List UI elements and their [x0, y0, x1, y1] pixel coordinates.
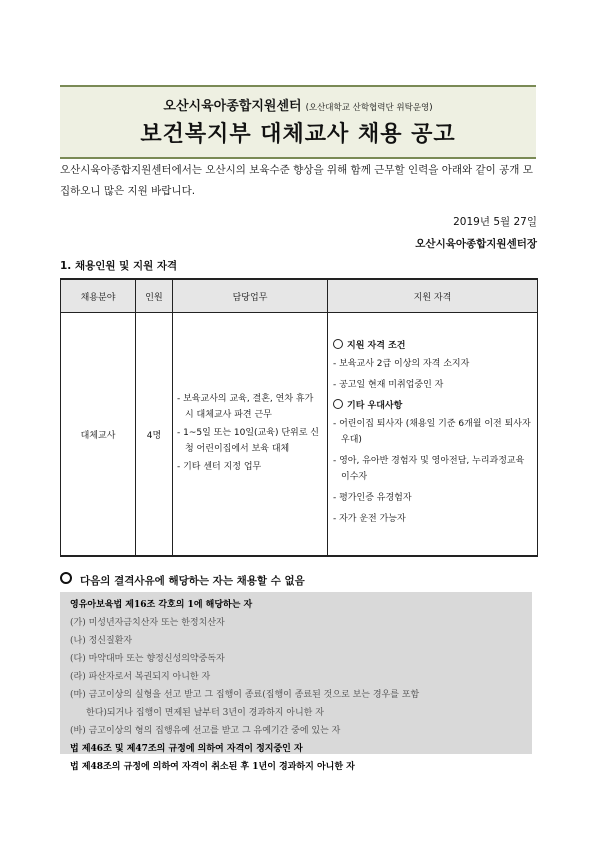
list-item: - 공고일 현재 미취업중인 자 — [333, 380, 444, 390]
list-item: (마) 금고이상의 실형을 선고 받고 그 집행이 종료(집행이 종료된 것으로 보는 경우를 포함 — [70, 690, 420, 700]
list-item: 한다)되거나 집행이 면제된 날부터 3년이 경과하지 아니한 자 — [86, 708, 324, 718]
header-field: 채용분야 — [61, 279, 136, 313]
qual-list-conditions — [333, 356, 532, 393]
duties-list — [177, 391, 323, 475]
law-clause: 법 제46조 및 제47조의 규정에 의하여 자격이 정지중인 자 — [70, 744, 303, 754]
circle-icon — [333, 339, 343, 349]
list-item: - 어린이집 퇴사자 (채용일 기준 6개월 이전 퇴사자 우대) — [333, 419, 531, 445]
list-item: - 보육교사의 교육, 결혼, 연차 휴가 시 대체교사 파견 근무 — [177, 394, 314, 420]
list-item: - 보육교사 2급 이상의 자격 소지자 — [333, 359, 470, 369]
org-subtitle: (오산대학교 산학협력단 위탁운영) — [305, 103, 433, 113]
list-item: - 1~5일 또는 10일(교육) 단위로 신청 어린이집에서 보육 대체 — [177, 428, 319, 454]
disqualification-title — [60, 572, 305, 588]
org-line — [60, 95, 536, 114]
circle-icon — [333, 399, 343, 409]
table-header-row — [61, 279, 538, 313]
cell-count: 4명 — [136, 313, 173, 557]
list-item: - 기타 센터 지정 업무 — [177, 462, 262, 472]
list-item: (라) 파산자로서 복권되지 아니한 자 — [70, 672, 211, 682]
table-row — [61, 313, 538, 557]
cell-field: 대체교사 — [61, 313, 136, 557]
header-count: 인원 — [136, 279, 173, 313]
header-qualifications: 지원 자격 — [328, 279, 538, 313]
list-item: - 자가 운전 가능자 — [333, 514, 406, 524]
qual-header-label: 지원 자격 조건 — [347, 341, 406, 351]
bullet-icon — [60, 572, 72, 584]
list-item: (바) 금고이상의 형의 집행유예 선고를 받고 그 유예기간 중에 있는 자 — [70, 726, 341, 736]
cell-qualifications — [328, 313, 538, 557]
list-item: (가) 미성년자금치산자 또는 한정치산자 — [70, 618, 225, 628]
law-clause: 법 제48조의 규정에 의하여 자격이 취소된 후 1년이 경과하지 아니한 자 — [70, 762, 355, 772]
section-title-recruitment: 1. 채용인원 및 지원 자격 — [60, 260, 178, 272]
title-box — [60, 85, 536, 159]
list-item: - 평가인증 유경험자 — [333, 493, 412, 503]
list-item: (나) 정신질환자 — [70, 636, 133, 646]
page-title: 보건복지부 대체교사 채용 공고 — [140, 122, 456, 147]
announcement-date: 2019년 5월 27일 — [453, 216, 537, 228]
qual-list-preferences — [333, 416, 532, 527]
recruitment-table — [60, 278, 538, 557]
law-clause: 영유아보육법 제16조 각호의 1에 해당하는 자 — [70, 600, 253, 610]
intro-paragraph: 오산시육아종합지원센터에서는 오산시의 보육수준 향상을 위해 함께 근무할 인력을 아래와 같이 공개 모집하오니 많은 지원 바랍니다. — [60, 164, 533, 197]
cell-duties — [173, 313, 328, 557]
signer: 오산시육아종합지원센터장 — [415, 238, 537, 250]
qual-header-conditions — [333, 338, 532, 351]
qual-header-label: 기타 우대사항 — [347, 401, 403, 411]
disqualification-box — [60, 592, 532, 772]
org-name: 오산시육아종합지원센터 — [163, 99, 302, 114]
list-item: - 영아, 유아반 경험자 및 영아전담, 누리과정교육 이수자 — [333, 456, 525, 482]
qual-header-preferences — [333, 398, 532, 411]
header-duties: 담당업무 — [173, 279, 328, 313]
disqualification-title-text: 다음의 결격사유에 해당하는 자는 채용할 수 없음 — [80, 575, 305, 587]
list-item: (다) 마약대마 또는 향정신성의약중독자 — [70, 654, 225, 664]
